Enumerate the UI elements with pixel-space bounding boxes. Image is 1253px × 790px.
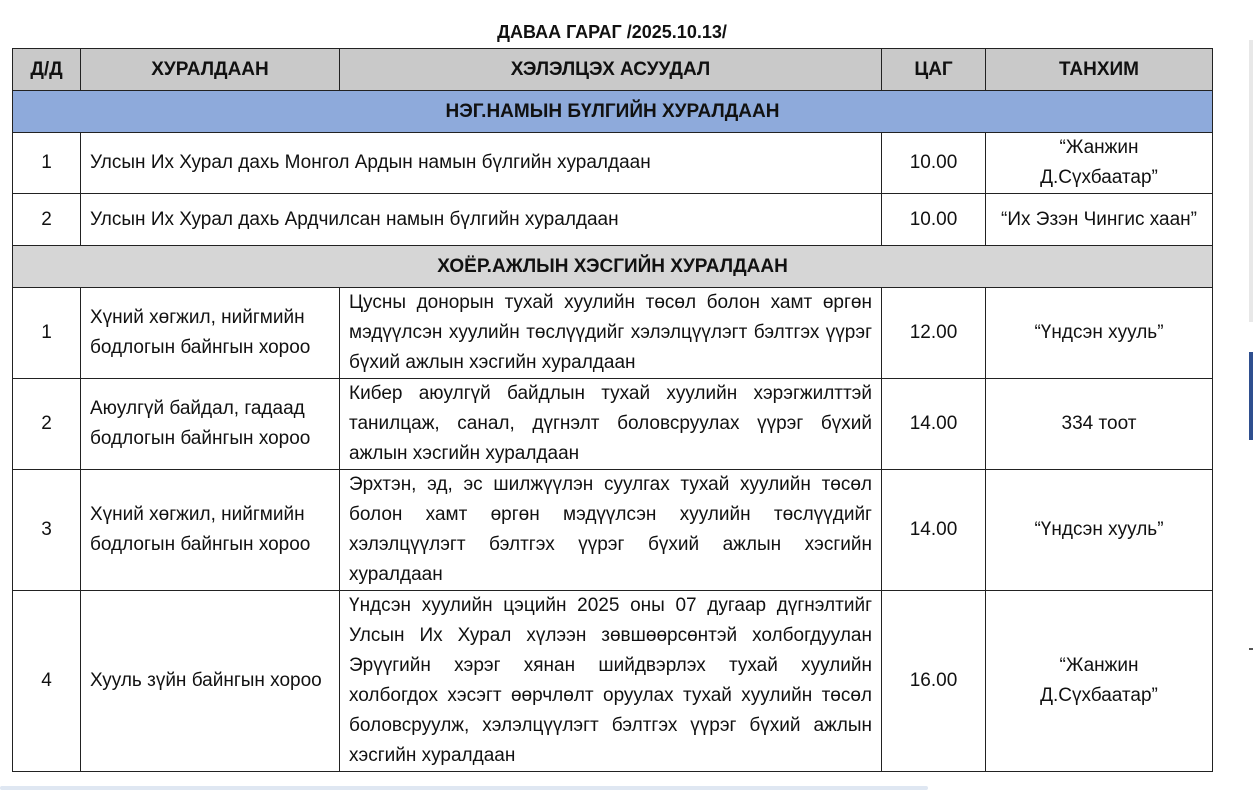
meeting-time: 14.00 [882,470,986,591]
table-row [13,288,1213,379]
meeting-time: 10.00 [882,194,986,246]
row-number: 3 [13,470,81,591]
room-line: “Жанжин [1059,655,1139,676]
table-header-row [13,49,1213,91]
table-row [13,133,1213,194]
table-row [13,470,1213,591]
meeting-room: “Их Эзэн Чингис хаан” [986,194,1213,246]
meeting-room [986,591,1213,772]
side-panel-accent [1249,352,1253,440]
meeting-name: Улсын Их Хурал дахь Монгол Ардын намын бүлгийн хуралдаан [81,133,882,194]
agenda-topic: Үндсэн хуулийн цэцийн 2025 оны 07 дугаар дүгнэлтийг Улсын Их Хурал хүлээн зөвшөөрсөнтэй холбогдуулан Эрүүгийн хэрэг хянан шийдвэрлэх тухай хуулийн холбогдох хэсэгт өөрчлөлт оруулах тухай хуулийн төсөл боловсруулж, хэлэлцүүлэгт бэлтгэх үүрэг бүхий ажлын хэсгийн хуралдаан [340,591,882,772]
meeting-room [986,133,1213,194]
meeting-room: “Үндсэн хууль” [986,288,1213,379]
section-header-party-groups [13,91,1213,133]
meeting-time: 16.00 [882,591,986,772]
side-panel-edge [1249,40,1253,322]
room-line: Д.Сүхбаатар” [1040,685,1158,706]
side-panel-tick [1249,648,1253,650]
table-row [13,379,1213,470]
page-title: ДАВАА ГАРАГ /2025.10.13/ [497,22,727,42]
header-room: ТАНХИМ [986,49,1213,91]
agenda-topic: Цусны донорын тухай хуулийн төсөл болон хамт өргөн мэдүүлсэн хуулийн төслүүдийг хэлэлцүүлэгт бэлтгэх үүрэг бүхий ажлын хэсгийн хуралдаан [340,288,882,379]
row-number: 1 [13,133,81,194]
row-number: 2 [13,194,81,246]
committee-name: Хууль зүйн байнгын хороо [81,591,340,772]
meeting-time: 10.00 [882,133,986,194]
agenda-topic: Эрхтэн, эд, эс шилжүүлэн суулгах тухай хуулийн төсөл болон хамт өргөн мэдүүлсэн хуулийн төслүүдийг хэлэлцүүлэгт бэлтгэх үүрэг бүхий ажлын хэсгийн хуралдаан [340,470,882,591]
row-number: 2 [13,379,81,470]
header-num: Д/Д [13,49,81,91]
table-row [13,591,1213,772]
horizontal-scrollbar[interactable] [0,786,928,790]
meeting-time: 12.00 [882,288,986,379]
meeting-time: 14.00 [882,379,986,470]
section-title: ХОЁР.АЖЛЫН ХЭСГИЙН ХУРАЛДААН [13,246,1213,288]
agenda-topic: Кибер аюулгүй байдлын тухай хуулийн хэрэгжилттэй танилцаж, санал, дүгнэлт боловсруулах үүрэг бүхий ажлын хэсгийн хуралдаан [340,379,882,470]
committee-name: Хүний хөгжил, нийгмийн бодлогын байнгын хороо [81,470,340,591]
meeting-name: Улсын Их Хурал дахь Ардчилсан намын бүлгийн хуралдаан [81,194,882,246]
schedule-table [12,48,1213,772]
committee-name: Аюулгүй байдал, гадаад бодлогын байнгын хороо [81,379,340,470]
row-number: 4 [13,591,81,772]
row-number: 1 [13,288,81,379]
section-title: НЭГ.НАМЫН БҮЛГИЙН ХУРАЛДААН [13,91,1213,133]
header-topic: ХЭЛЭЛЦЭХ АСУУДАЛ [340,49,882,91]
section-header-working-groups [13,246,1213,288]
room-line: Д.Сүхбаатар” [1040,167,1158,188]
meeting-room: 334 тоот [986,379,1213,470]
meeting-room: “Үндсэн хууль” [986,470,1213,591]
header-time: ЦАГ [882,49,986,91]
table-row [13,194,1213,246]
header-meeting: ХУРАЛДААН [81,49,340,91]
room-line: “Жанжин [1059,137,1139,158]
committee-name: Хүний хөгжил, нийгмийн бодлогын байнгын хороо [81,288,340,379]
